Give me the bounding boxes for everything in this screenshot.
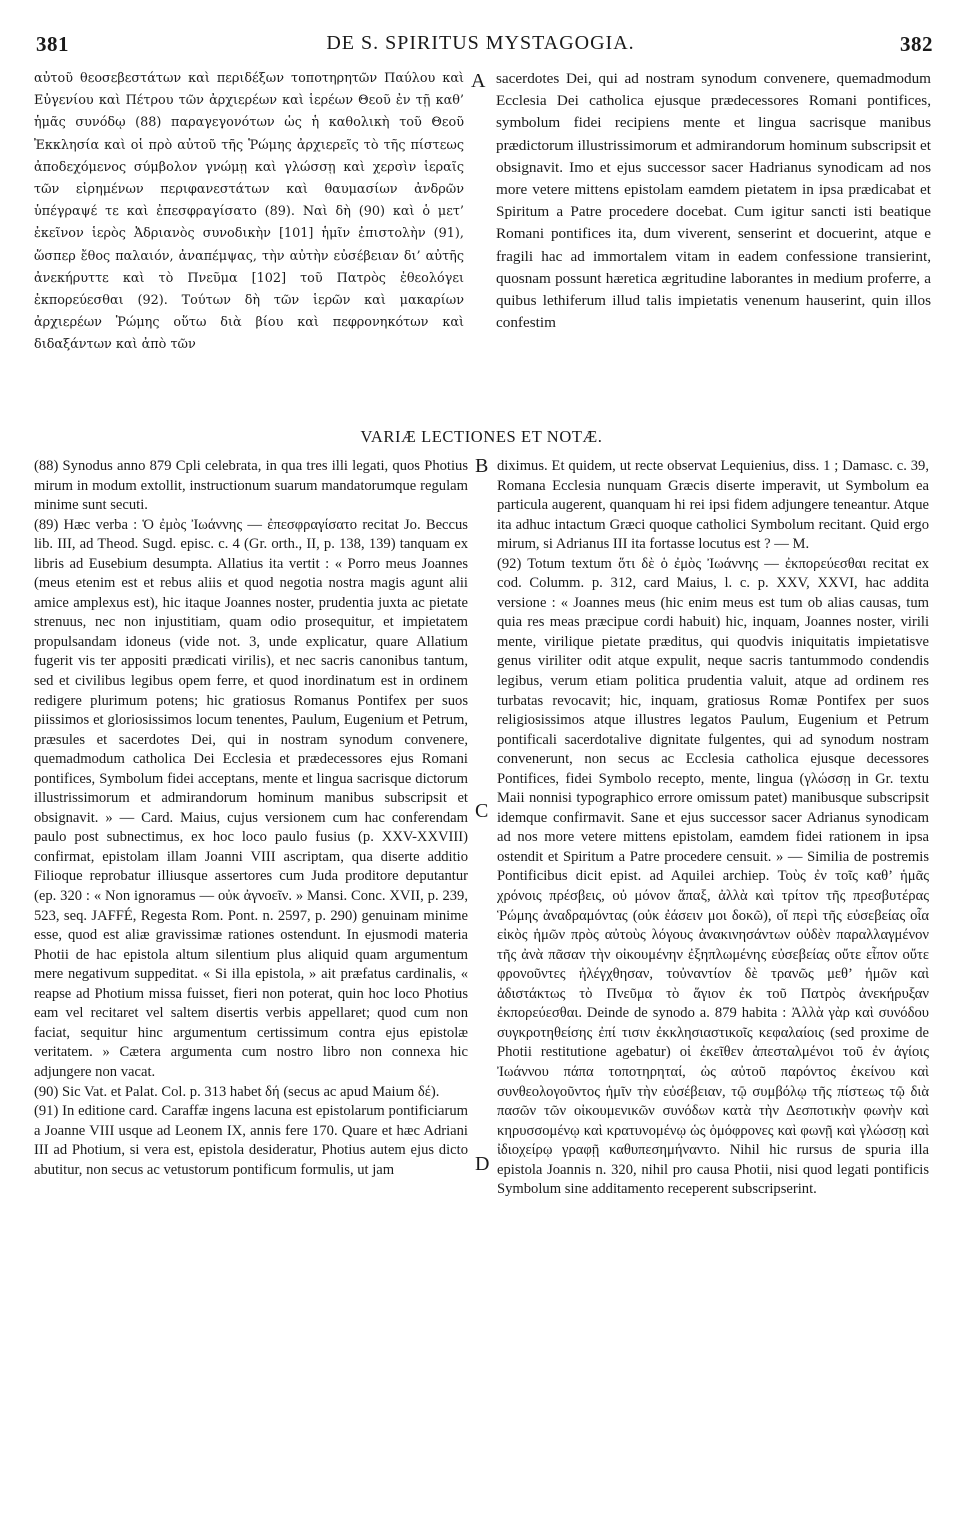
greek-text-column: αὐτοῦ θεοσεβεστάτων καὶ περιδέξων τοποτηρητῶν Παύλου καὶ Εὐγενίου καὶ Πέτρου τῶν ἀρχιερέων καὶ ἱερέων Θεοῦ ἐν τῇ καθ’ ἡμᾶς συνόδῳ (88) παραγεγονότων ὡς ἡ καθολικὴ τοῦ Θεοῦ Ἐκκλησία καὶ οἱ πρὸ αὐτοῦ τῆς Ῥώμης ἀρχιερεῖς τὸ τῆς πίστεως ἀποδεχόμενος σύμβολον γνώμῃ καὶ γλώσσῃ καὶ χερσὶν ἱεραῖς τῶν εἰρημένων περιφανεστάτων καὶ θαυμασίων ἀνδρῶν ὑπέγραψέ τε καὶ ἐπεσφραγίσατο (89). Ναὶ δὴ (90) καὶ ὁ μετ’ ἐκεῖνον ἱερὸς Ἀδριανὸς συνοδικὴν [101] ἡμῖν ἐπιστολὴν (91), ὥσπερ ἔθος παλαιόν, ἀναπέμψας, τὴν αὐτὴν εὐσέβειαν δι’ αὐτῆς ἀνεκήρυττε καὶ τὸ Πνεῦμα [102] τοῦ Πατρὸς ἐθεολόγει ἐκπορεύεσθαι (92). Τούτων δὴ τῶν ἱερῶν καὶ μακαρίων ἀρχιερέων Ῥώμης οὕτω διὰ βίου καὶ πεφρονηκότων καὶ διδαξάντων καὶ ἀπὸ τῶν — [34, 71, 464, 353]
note-91-continued: diximus. Et quidem, ut recte observat Lequienius, diss. 1 ; Damasc. c. 39, Romana Ecclesia nunquam Græcis diserte imperavit, ut Symbolum ea particula augerent, quanquam hi rei ipsi fidem adjungere teneantur. Atque ita adhuc intactum Græci quoque catholici Symbolum recitant. Quid ergo mirum, si Adrianus III ita fortasse locutus est ? — M. — [497, 458, 929, 553]
note-92: (92) Totum textum ὅτι δὲ ὁ ἐμὸς Ἰωάννης — ἐκπορεύεσθαι recitat ex cod. Columm. p. 312, card Maius, l. c. p. XXV, XXVI, hac addita versione : « Joannes meus (hic enim meus est tum ob alias causas, tum quia res meas præcipue cordi habuit) hic, inquam, Joannes noster, virili mente, virilique pietate præditus, qui quodvis iniquitatis impietatisve genus viriliter odit atque expulit, neque sacris tantummodo condendis legibus, verum etiam politica prudentia valuit, atque ad ordinem res turbatas revocavit; hic, inquam, gratiosus Romæ Pontifex per suos religiosissimos atque illustres legatos Paulum, Eugenium et Petrum pontificali sacerdotalive dignitate fulgentes, qui ad synodum nostram convenerunt, non secus ac Ecclesia catholica ejusque decessores Pontifices, fidei Symbolo recepto, mente, lingua (γλώσσῃ in Gr. textu Maii nonnisi typographico errore omissum patet) manibusque subscripsit idemque confirmavit. Sane et ejus successor sacer Adrianus synodicam ad nos more vetere mittens epistolam, eamdem fidei rationem in ipsa ostendit et Spiritum a Patre procedere censuit. » — Similia de postremis Pontificibus dicit epist. ad Aquilei archiep. Τοὺς ἐν τοῖς καθ’ ἡμᾶς χρόνοις πρέσβεις, οὐ μόνον ἅπαξ, ἀλλὰ καὶ τρίτον τῆς πρεσβυτέρας Ῥώμης ἀναδραμόντας (οὐκ ἐάσειν μοι δοκῶ), οἵ περὶ τῆς εὐσεβείας οἷα εἰκὸς ἡμῶν πρὸς αὐτοὺς λόγους ἀνακινησάντων οὐδὲν παραλλαγμένον τῆς ἀνὰ πᾶσαν τὴν οἰκουμένην ἐξηπλωμένης εὐσεβείας οὔτε εἶπον οὔτε φρονοῦντες ἠλέγχθησαν, τοὐναντίον δὲ τρανῶς μεθ’ ἡμῶν καὶ ἀδιστάκτως τὸ Πνεῦμα τὸ ἅγιον ἐκ τοῦ Πατρὸς ἀνεκήρυξαν ἐκπορεύεσθαι. Deinde de synodo a. 879 habita : Ἀλλὰ γὰρ καὶ συνόδου συγκροτηθείσης ἐπί τισιν ἐκκλησιαστικοῖς κεφαλαίοις (sed proxime de Photii restitutione agebatur) οἱ ἐκεῖθεν ἀπεσταλμένοι τοῦ ἐν ἁγίοις Ἰωάννου πάπα τοποτηρηταί, ὡς αὐτοῦ παρόντος ἐκείνου καὶ συνθεολογοῦντος ἡμῖν τὴν εὐσέβειαν, τῷ συμβόλῳ τῆς πίστεως τῷ διὰ πασῶν τῶν οἰκουμενικῶν συνόδων κατὰ τὴν Δεσποτικὴν φωνὴν καὶ κηρυσσομένῳ καὶ κρατυνομένῳ ὡς ὁμόφρονες καὶ φωνῇ καὶ γλώσσῃ καὶ ἰδιοχείρῳ γραφῇ καθυπεσημήναντο. Nihil hic rursus de spuria illa epistola Joannis n. 320, nihil pro causa Photii, nisi quod legati pontificis Symbolum sine additamento receperent subscripserint. — [497, 555, 929, 1198]
margin-marker-b: B — [475, 455, 489, 477]
margin-marker-a: A — [471, 70, 486, 92]
margin-marker-c: C — [475, 800, 489, 822]
margin-marker-d: D — [475, 1153, 490, 1175]
note-91: (91) In editione card. Caraffæ ingens lacuna est epistolarum pontificiarum a Joanne VIII usque ad Leonem IX, annis fere 170. Quare et hæc Adriani III ad Photium, si vera est, epistola desideratur, Photius autem ejus dicto abutitur, non secus ac vetustorum pontificum formulis, ut jam — [34, 1103, 468, 1178]
page-number-left: 381 — [36, 32, 69, 56]
note-90: (90) Sic Vat. et Palat. Col. p. 313 habet δή (secus ac apud Maium δέ). — [34, 1083, 440, 1100]
note-89: (89) Hæc verba : Ὁ ἐμὸς Ἰωάννης — ἐπεσφραγίσατο recitat Jo. Beccus lib. III, ad Theod. Sugd. episc. c. 4 (Gr. orth., II, p. 138, 139) tanquam ex libris ad Eusebium desumpta. Allatius ita vertit : « Porro meus Joannes (meus etenim est et rebus aliis et quod negotia nostra magis agunt alii amice amplexus est), hic itaque Joannes noster, prudentia juxta ac pietate strenuus, nec non injustitiam, quam odio prosequitur, et impietatem propulsandam idoneus (vide not. 3, unde explicatur, quare Allatium fugerit vis ter appositi prædicati virilis), et nec sacris canonibus tantum, sed et civilibus legibus opem ferre, et quod inordinatum est in ordinem redigere plurimum potens; hic gratiosus Romanus Pontifex per suos piissimos et gloriosissimos locum tenentes, Paulum, Eugenium et Petrum, præsules et sacerdotes Dei, qui in nostram synodum convenere, quemadmodum catholica Dei Ecclesia et prædecessores ejus Romani pontifices, Symbolum fidei acceptans, mente et lingua sacrisque dictorum illustrissimorum et admirandorum hominum manibus subscripsit et obsignavit. » — Card. Maius, cujus versionem cum hac conferendam paulo post subnectimus, ex hoc loco paulo fusius (p. XXV-XXVIII) confirmat, epistolam illam Joanni VIII ascriptam, qua diserte additio Filioque reprobatur illiusque assertores cum Juda proditore deputantur (ep. 320 : « Non ignoramus — οὐκ ἀγνοεῖν. » Mansi. Conc. XVII, p. 239, 523, seq. JAFFÉ, Regesta Rom. Pont. n. 2597, p. 290) genuinam minime esse, quod est aliæ gravissimæ rationes ostendunt. In ejusmodi materia Photii de hac epistola altum silentium plus aliquid quam argumentum mere negativum suppeditat. « Si illa epistola, » ait præfatus cardinalis, « reapse ad Photium missa fuisset, fieri non poterat, quin hoc loco Photius eam vel recitaret vel saltem disertis verbis appellaret; quod cum non faciat, sequitur hinc argumentum certissimum contra ejus epistolæ veritatem. » Cætera argumenta cum nostro libro non connexa hic adjungere non vacat. — [34, 516, 468, 1080]
page-header — [28, 32, 933, 62]
notes-heading: VARIÆ LECTIONES ET NOTÆ. — [360, 427, 603, 446]
note-88: (88) Synodus anno 879 Cpli celebrata, in qua tres illi legati, quos Photius mirum in modum extollit, instructionum suarum mandatorumque regulam minime sunt secuti. — [34, 458, 468, 514]
page-number-right: 382 — [900, 32, 933, 56]
running-title: DE S. SPIRITUS MYSTAGOGIA. — [326, 32, 635, 54]
notes-right-column — [497, 457, 929, 1457]
latin-text-column: sacerdotes Dei, qui ad nostram synodum convenere, quemadmodum Ecclesia Dei catholica ejusque prædecessores Romani pontifices, symbolum fidei recipiens mente et lingua sacrisque manibus prædictorum illustrissimorum et admirandorum hominum subscripsit et obsignavit. Imo et ejus successor sacer Hadrianus synodicam ad nos more vetere mittens epistolam eamdem pietatem in ipsa prædicabat et Spiritum a Patre procedere docebat. Cum igitur sancti isti beatique Romani pontifices ita, dum viverent, senserint et docuerint, atque e fragili hac ad immortalem vitam in eadem confessione transierint, quosnam possunt hæretica ægritudine laborantes in medium proferre, a quibus lethiferum illud talis impietatis venenum hauserint, quin illos confestim — [496, 70, 931, 332]
notes-left-column — [34, 457, 468, 1457]
